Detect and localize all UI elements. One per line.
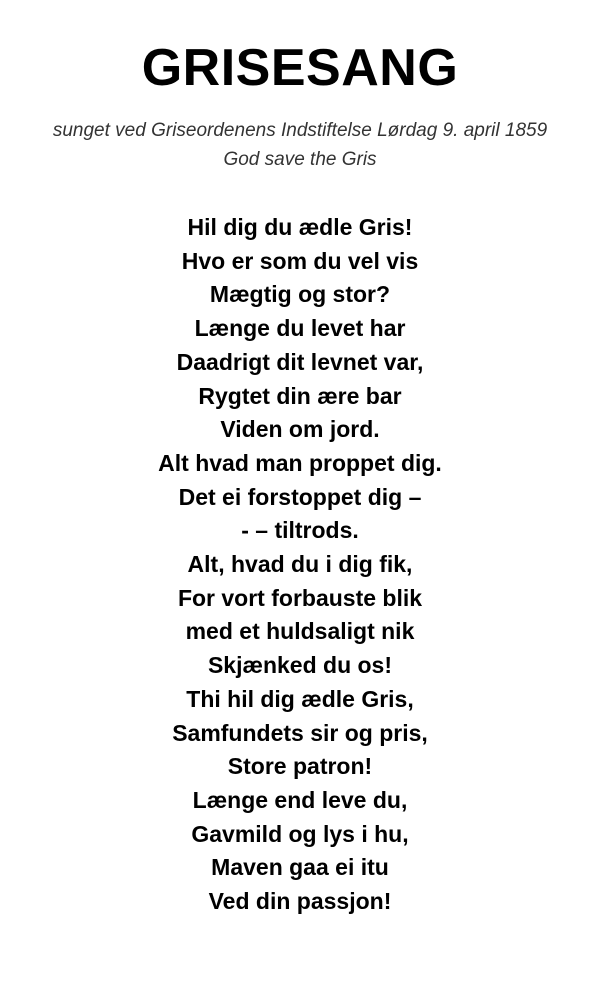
poem-line: Thi hil dig ædle Gris, [186,685,414,712]
poem-line: Alt hvad man proppet dig. [158,449,442,476]
poem-line: Længe end leve du, [192,786,408,813]
poem-line: Skjænked du os! [207,652,393,679]
poem-line: Hil dig du ædle Gris! [187,214,413,240]
poem-line: Mægtig og stor? [209,281,391,308]
poem-line: Gavmild og lys i hu, [191,820,409,847]
poem-line: Viden om jord. [220,416,380,443]
poem-line: Maven gaa ei itu [211,854,389,881]
poem-line: Alt, hvad du i dig fik, [187,551,413,578]
poem-line: - – tiltrods. [241,517,359,544]
poem-line: Ved din passjon! [208,888,392,915]
poem-line: Rygtet din ære bar [198,382,402,409]
poem-line: Hvo er som du vel vis [181,247,419,274]
poem-line: Det ei forstoppet dig – [178,483,422,510]
poem-line: Længe du levet har [194,315,406,342]
song-title: GRISESANG [141,39,459,97]
poem-lines [0,211,600,919]
poem-line: Samfundets sir og pris, [172,719,428,746]
poem-line: Daadrigt dit levnet var, [176,348,424,375]
poem-line: Store patron! [227,753,373,780]
poem-line: For vort forbauste blik [177,584,423,611]
song-subtitle: sunget ved Griseordenens Indstiftelse Lørdag 9. april 1859 God save the Gris [52,120,548,170]
poem-line: med et huldsaligt nik [185,618,415,645]
